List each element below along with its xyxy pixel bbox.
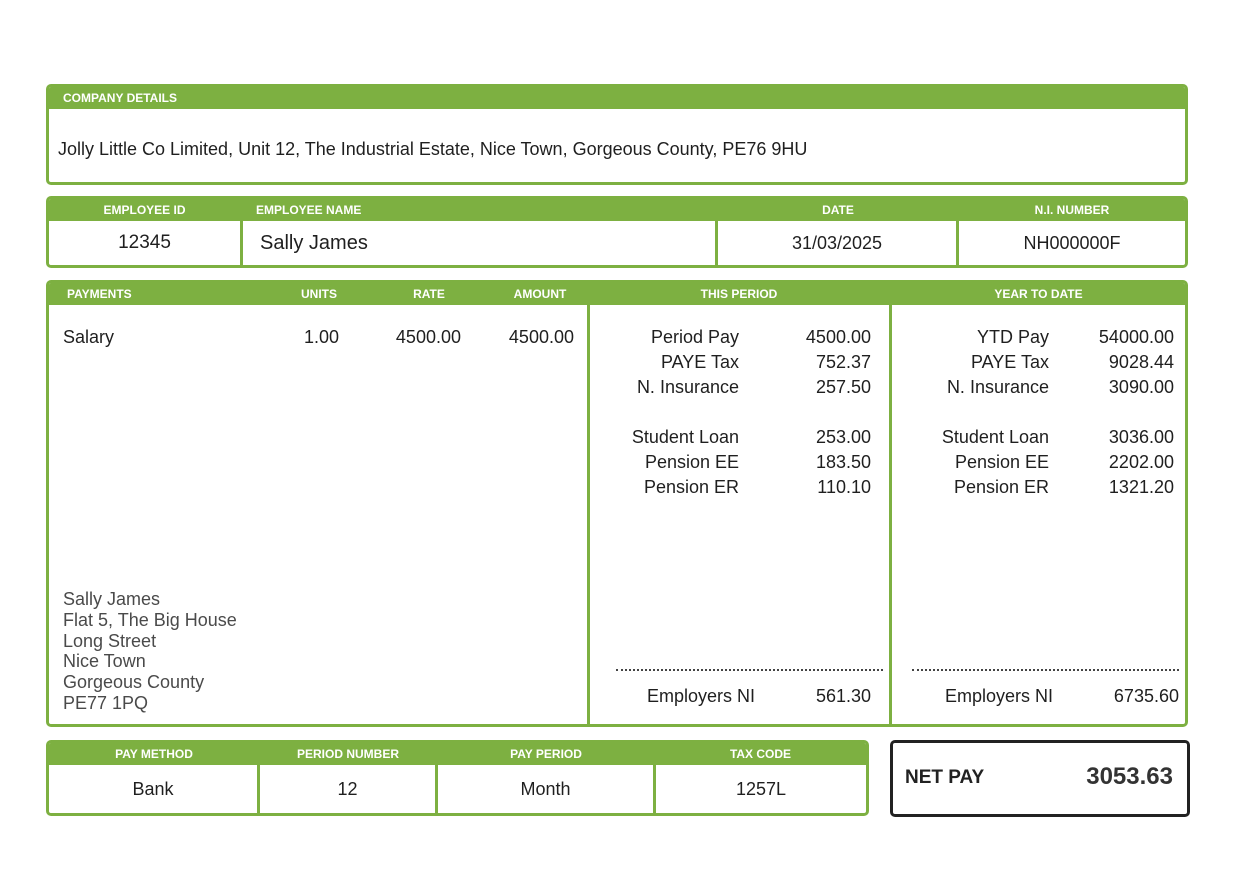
date-value: 31/03/2025 [791,232,883,253]
this-period-value: 183.50 [815,452,871,472]
ytd-label: Student Loan [941,427,1049,447]
payment-item-rate: 4500.00 [395,327,461,347]
payment-item-name: Salary [63,327,115,347]
payments-panel [46,280,1188,727]
employee-name-value: Sally James [260,231,368,254]
net-pay-label: NET PAY [905,767,985,788]
company-details-panel [46,84,1188,185]
period-number-value: 12 [337,778,358,799]
ytd-employers-ni-label: Employers NI [945,686,1054,706]
pay-period-label: PAY PERIOD [510,747,582,761]
employee-name-label: EMPLOYEE NAME [256,203,362,217]
pay-period-value: Month [520,778,571,799]
ytd-label: Pension EE [954,452,1049,472]
company-details-header: COMPANY DETAILS [49,87,1185,109]
year-to-date-header: YEAR TO DATE [994,287,1083,301]
this-period-header: THIS PERIOD [700,287,778,301]
this-period-label: Student Loan [631,427,739,447]
address-line: Sally James [63,589,161,609]
address-line: Flat 5, The Big House [63,609,237,630]
ytd-employers-ni-value: 6735.60 [1113,686,1179,706]
this-period-employers-ni-value: 561.30 [815,686,871,706]
this-period-value: 752.37 [815,352,871,372]
ytd-label: PAYE Tax [970,352,1049,372]
this-period-divider [616,669,883,671]
employee-details-panel [46,196,1188,268]
ytd-value: 2202.00 [1108,452,1174,472]
ytd-label: Pension ER [953,477,1049,497]
ytd-label: N. Insurance [946,377,1049,397]
payment-item-units: 1.00 [303,327,339,347]
units-header: UNITS [301,287,337,301]
employee-id-value: 12345 [118,232,171,253]
this-period-label: PAYE Tax [660,352,739,372]
address-line: Gorgeous County [63,672,205,693]
ytd-value: 9028.44 [1108,352,1174,372]
ytd-value: 54000.00 [1098,327,1174,347]
ni-number-value: NH000000F [1023,232,1121,253]
this-period-value: 4500.00 [805,327,871,347]
date-label: DATE [822,203,854,217]
ytd-value: 3036.00 [1108,427,1174,447]
ytd-label: YTD Pay [976,327,1049,347]
company-address: Jolly Little Co Limited, Unit 12, The Industrial Estate, Nice Town, Gorgeous County, PE76 9HU [58,139,808,159]
this-period-label: N. Insurance [636,377,739,397]
employee-address [63,589,237,714]
pay-info-panel [46,740,869,816]
ytd-value: 1321.20 [1108,477,1174,497]
net-pay-value: 3053.63 [1086,763,1173,790]
pay-method-value: Bank [132,778,174,799]
this-period-employers-ni-label: Employers NI [647,686,756,706]
ytd-value: 3090.00 [1108,377,1174,397]
this-period-label: Pension ER [643,477,739,497]
amount-header: AMOUNT [513,287,567,301]
ni-number-label: N.I. NUMBER [1034,203,1110,217]
address-line: Long Street [63,630,157,651]
this-period-value: 253.00 [815,427,871,447]
rate-header: RATE [413,287,445,301]
ytd-divider [912,669,1179,671]
tax-code-label: TAX CODE [729,747,792,761]
period-number-label: PERIOD NUMBER [296,747,399,761]
address-line: Nice Town [63,651,146,672]
pay-method-label: PAY METHOD [115,747,193,761]
this-period-label: Period Pay [650,327,739,347]
net-pay-box [890,740,1190,817]
this-period-value: 110.10 [817,477,871,497]
payment-item-amount: 4500.00 [508,327,574,347]
this-period-label: Pension EE [644,452,739,472]
this-period-value: 257.50 [815,377,871,397]
employee-id-label: EMPLOYEE ID [103,203,186,217]
payments-header: PAYMENTS [67,287,132,301]
tax-code-value: 1257L [735,778,787,799]
address-line: PE77 1PQ [63,692,149,713]
